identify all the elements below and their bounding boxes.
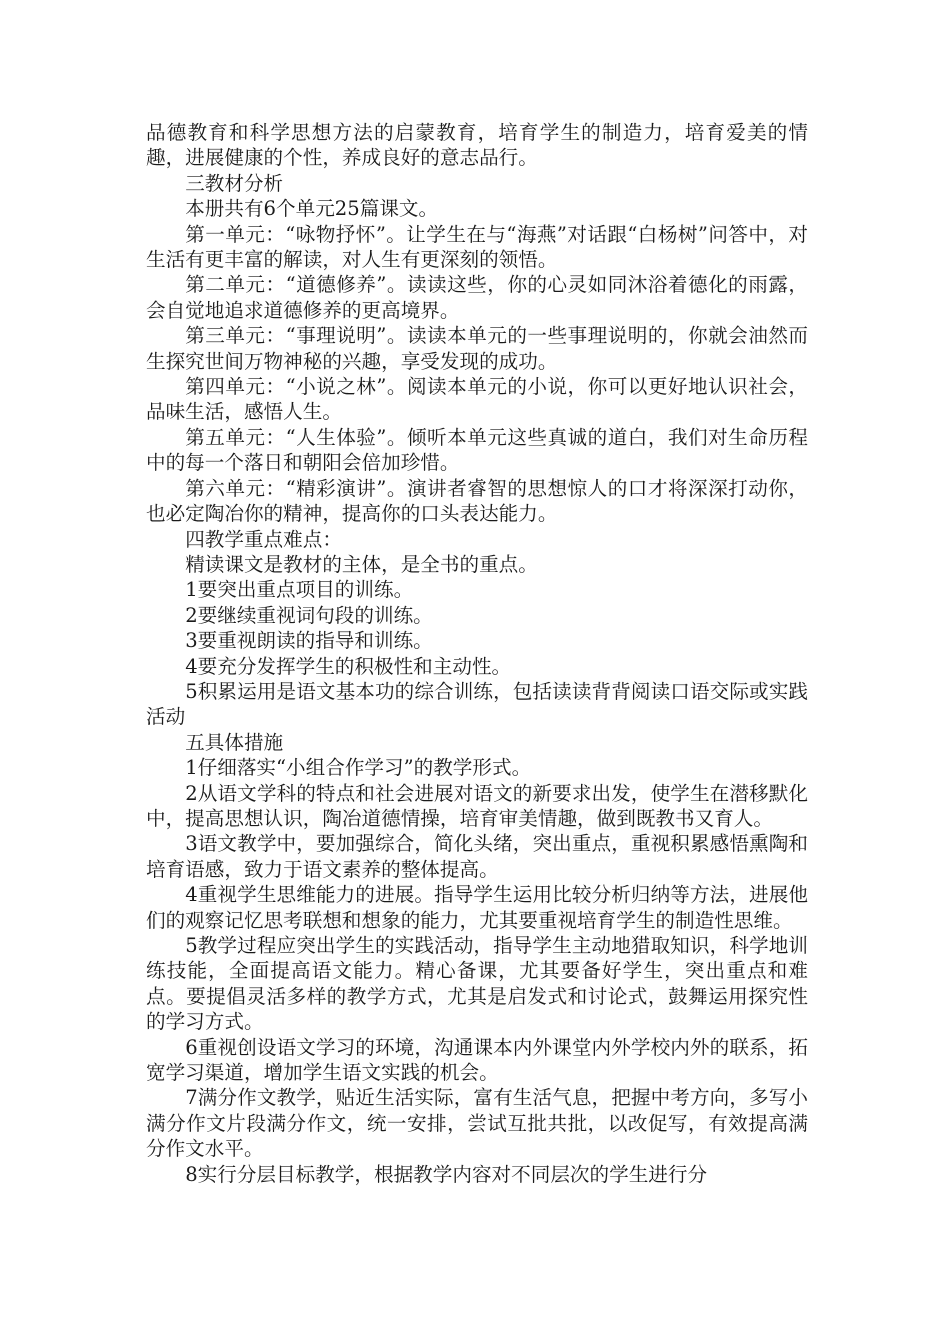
paragraph-key-point-intro: 精读课文是教材的主体，是全书的重点。 [185, 552, 538, 576]
section-heading-key-points: 四教学重点难点： [185, 527, 342, 551]
section-heading-measures: 五具体措施 [185, 730, 284, 754]
list-item-measure-6: 6重视创设语文学习的环境，沟通课本内外课堂内外学校内外的联系，拓宽学习渠道，增加学生语文实践的机会。 [146, 1035, 808, 1085]
list-item-measure-1: 1仔细落实“小组合作学习”的教学形式。 [185, 756, 532, 780]
paragraph-unit-6: 第六单元：“精彩演讲”。演讲者睿智的思想惊人的口才将深深打动你，也必定陶冶你的精神，提高你的口头表达能力。 [146, 476, 808, 526]
list-item-key-point-3: 3要重视朗读的指导和训练。 [185, 629, 433, 653]
document-body [146, 120, 808, 1187]
paragraph-intro-continuation: 品德教育和科学思想方法的启蒙教育，培育学生的制造力，培育爱美的情趣，进展健康的个性，养成良好的意志品行。 [146, 121, 808, 170]
paragraph-unit-4: 第四单元：“小说之林”。阅读本单元的小说，你可以更好地认识社会，品味生活，感悟人生。 [146, 375, 808, 424]
paragraph-unit-2: 第二单元：“道德修养”。读读这些，你的心灵如同沐浴着德化的雨露，会自觉地追求道德修养的更高境界。 [146, 273, 808, 322]
list-item-measure-3: 3语文教学中，要加强综合，简化头绪，突出重点，重视积累感悟熏陶和培育语感，致力于语文素养的整体提高。 [146, 832, 808, 881]
list-item-key-point-2: 2要继续重视词句段的训练。 [185, 603, 433, 627]
list-item-measure-2: 2从语文学科的特点和社会进展对语文的新要求出发，使学生在潜移默化中，提高思想认识，陶冶道德情操，培育审美情趣，做到既教书又育人。 [146, 781, 808, 830]
section-heading-textbook-analysis: 三教材分析 [185, 171, 284, 195]
list-item-key-point-5: 5积累运用是语文基本功的综合训练，包括读读背背阅读口语交际或实践活动 [146, 679, 808, 729]
list-item-measure-4: 4重视学生思维能力的进展。指导学生运用比较分析归纳等方法，进展他们的观察记忆思考联想和想象的能力，尤其要重视培育学生的制造性思维。 [146, 883, 808, 932]
list-item-key-point-4: 4要充分发挥学生的积极性和主动性。 [185, 654, 512, 678]
paragraph-unit-5: 第五单元：“人生体验”。倾听本单元这些真诚的道白，我们对生命历程中的每一个落日和朝阳会倍加珍惜。 [146, 425, 808, 475]
paragraph-unit-1: 第一单元：“咏物抒怀”。让学生在与“海燕”对话跟“白杨树”问答中，对生活有更丰富的解读，对人生有更深刻的领悟。 [146, 222, 808, 272]
list-item-measure-5: 5教学过程应突出学生的实践活动，指导学生主动地猎取知识，科学地训练技能，全面提高语文能力。精心备课，尤其要备好学生，突出重点和难点。要提倡灵活多样的教学方式，尤其是启发式和讨论式，鼓舞运用探究性的学习方式。 [146, 934, 808, 1034]
paragraph-unit-count: 本册共有6个单元25篇课文。 [185, 197, 439, 221]
list-item-measure-7: 7满分作文教学，贴近生活实际，富有生活气息，把握中考方向，多写小满分作文片段满分作文，统一安排，尝试互批共批，以改促写，有效提高满分作文水平。 [146, 1086, 808, 1161]
list-item-measure-8: 8实行分层目标教学，根据教学内容对不同层次的学生进行分 [185, 1162, 708, 1186]
paragraph-unit-3: 第三单元：“事理说明”。读读本单元的一些事理说明的，你就会油然而生探究世间万物神秘的兴趣，享受发现的成功。 [146, 324, 808, 373]
list-item-key-point-1: 1要突出重点项目的训练。 [185, 578, 414, 602]
